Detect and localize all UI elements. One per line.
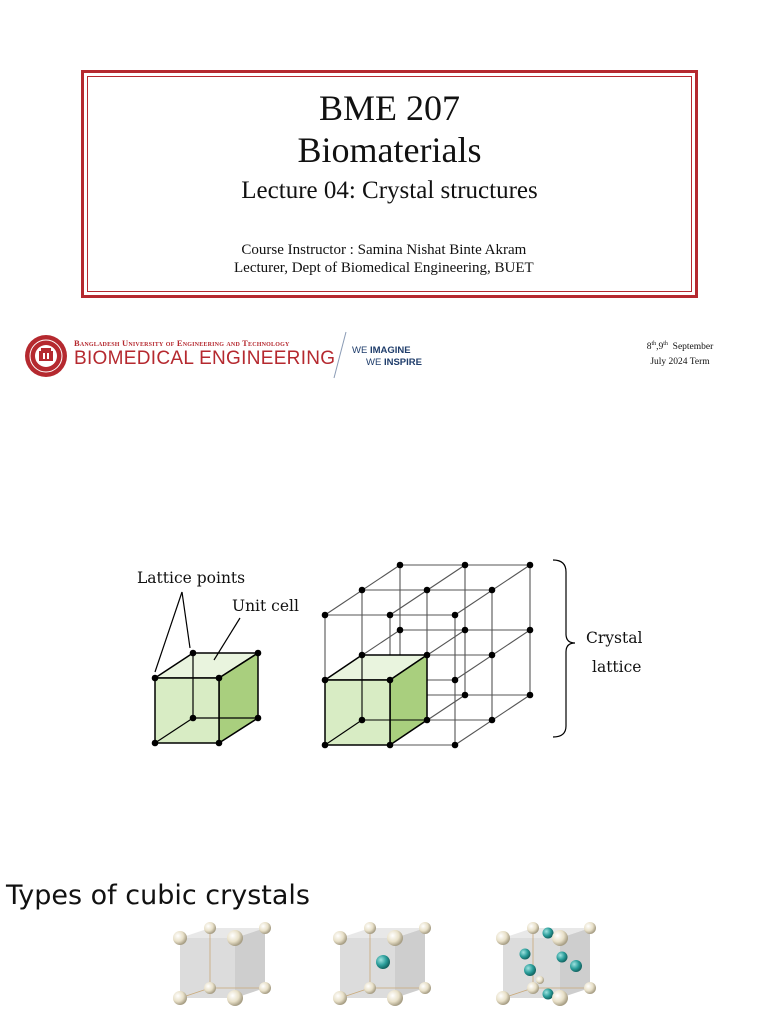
course-name: Biomaterials <box>297 130 482 170</box>
simple-cubic-model <box>173 922 271 1006</box>
cubic-crystal-models <box>0 914 768 1024</box>
label-unit-cell: Unit cell <box>232 597 299 615</box>
term-label: July 2024 Term <box>650 357 710 367</box>
slogan-imagine: WE IMAGINE <box>352 345 411 356</box>
university-name: Bangladesh University of Engineering and Technology <box>74 338 290 348</box>
slogan-inspire: WE INSPIRE <box>366 357 422 368</box>
crystal-lattice-diagram <box>322 560 575 748</box>
lecture-title: Lecture 04: Crystal structures <box>241 177 538 204</box>
body-centered-cubic-model <box>333 922 431 1006</box>
logo-divider <box>330 330 350 380</box>
unit-cell-diagram <box>152 592 262 746</box>
section-heading: Types of cubic crystals <box>6 880 310 911</box>
department-logo <box>24 330 444 380</box>
instructor-name: Course Instructor : Samina Nishat Binte Akram <box>241 242 527 258</box>
crystal-lattice-figure <box>0 540 768 800</box>
instructor-position: Lecturer, Dept of Biomedical Engineering, BUET <box>234 260 534 276</box>
lecture-date: 8th,9th September <box>646 341 714 353</box>
university-seal-icon <box>24 334 68 378</box>
label-crystal: Crystal <box>586 629 643 647</box>
title-box <box>81 70 698 298</box>
instructor-block <box>234 241 534 277</box>
label-lattice: lattice <box>592 658 642 676</box>
label-lattice-points: Lattice points <box>137 569 246 587</box>
course-code: BME 207 <box>318 88 460 128</box>
face-centered-cubic-model <box>496 922 596 1006</box>
department-name: BIOMEDICAL ENGINEERING <box>74 348 336 369</box>
